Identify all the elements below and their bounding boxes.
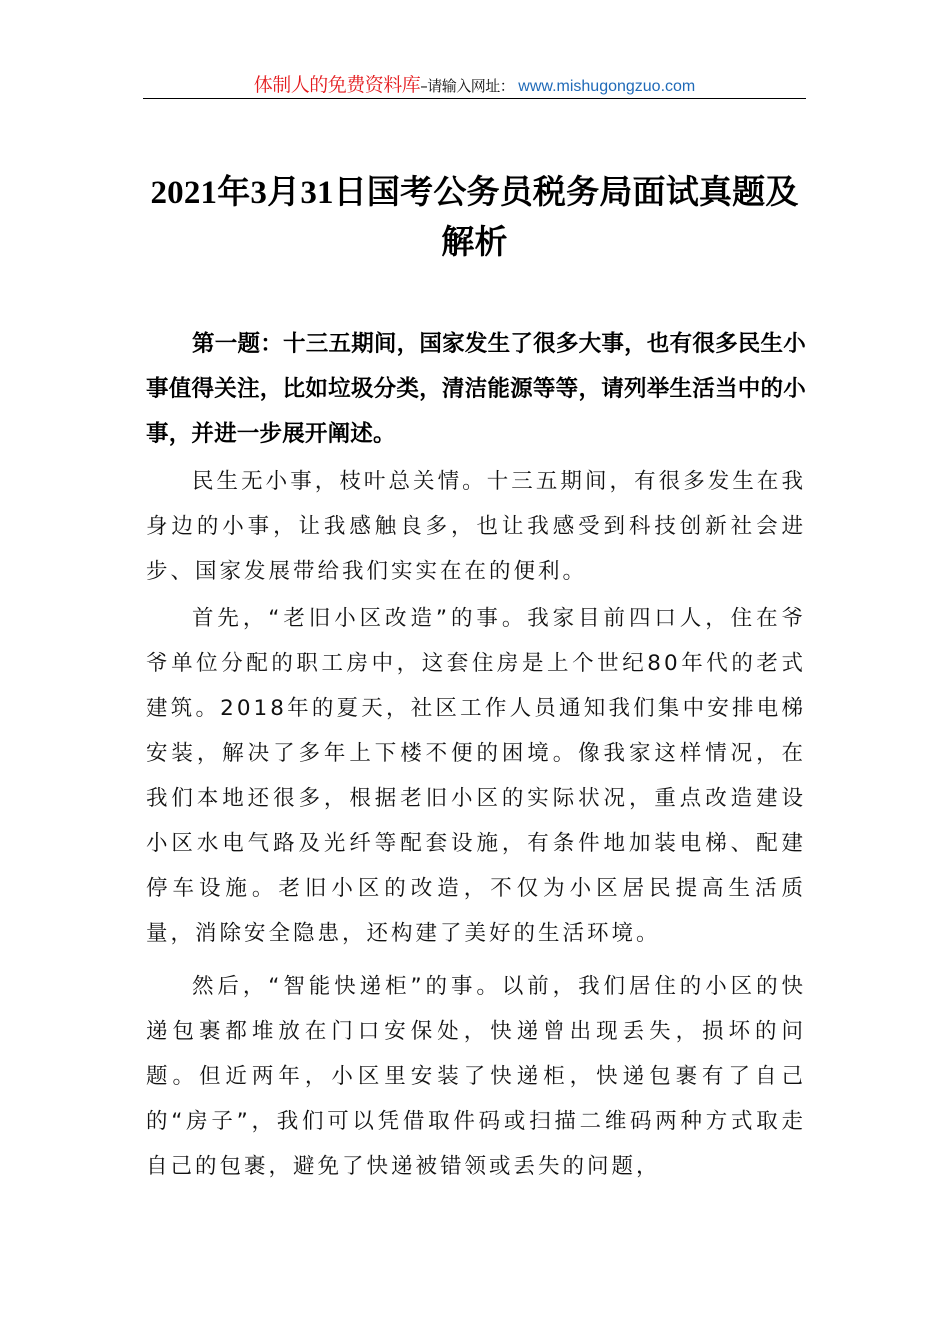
document-title: 2021年3月31日国考公务员税务局面试真题及解析 bbox=[150, 175, 799, 261]
paragraph-intro: 民生无小事，枝叶总关情。十三五期间，有很多发生在我身边的小事，让我感触良多，也让我感受到科技创新社会进步、国家发展带给我们实实在在的便利。 bbox=[146, 469, 806, 584]
header-prompt: –请输入网址： bbox=[420, 77, 515, 95]
document-body bbox=[146, 322, 806, 1189]
header-url-link[interactable]: www.mishugongzuo.com bbox=[518, 78, 696, 95]
header-brand: 体制人的免费资料库 bbox=[253, 74, 421, 96]
question-text: 第一题：十三五期间，国家发生了很多大事，也有很多民生小事值得关注，比如垃圾分类，清洁能源等等，请列举生活当中的小事，并进一步展开阐述。 bbox=[146, 331, 806, 447]
page-header bbox=[143, 70, 806, 99]
paragraph-smart-parcel-locker: 然后，“智能快递柜”的事。以前，我们居住的小区的快递包裹都堆放在门口安保处，快递曾出现丢失，损坏的问题。但近两年，小区里安装了快递柜，快递包裹有了自己的“房子”，我们可以凭借取件码或扫描二维码两种方式取走自己的包裹，避免了快递被错领或丢失的问题， bbox=[146, 974, 806, 1179]
paragraph-old-community-renovation: 首先，“老旧小区改造”的事。我家目前四口人，住在爷爷单位分配的职工房中，这套住房是上个世纪80年代的老式建筑。2018年的夏天，社区工作人员通知我们集中安排电梯安装，解决了多年上下楼不便的困境。像我家这样情况，在我们本地还很多，根据老旧小区的实际状况，重点改造建设小区水电气路及光纤等配套设施，有条件地加装电梯、配建停车设施。老旧小区的改造，不仅为小区居民提高生活质量，消除安全隐患，还构建了美好的生活环境。 bbox=[146, 606, 806, 946]
